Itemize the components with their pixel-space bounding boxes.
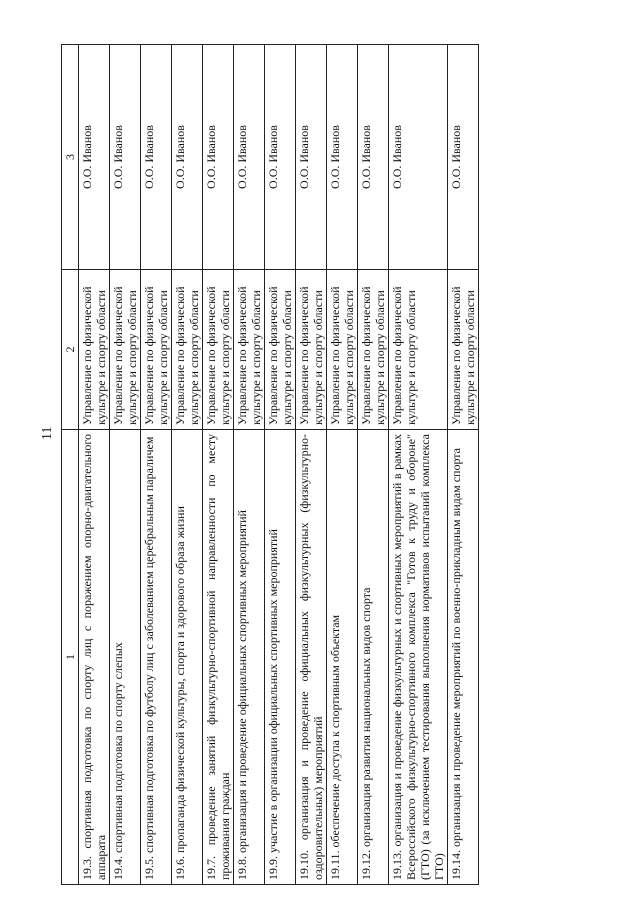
department-cell: Управление по физической культуре и спорту области (327, 270, 358, 430)
department-cell: Управление по физической культуре и спорту области (265, 270, 296, 430)
table-row (110, 45, 141, 885)
table-row (389, 45, 448, 885)
department-cell: Управление по физической культуре и спорту области (172, 270, 203, 430)
task-cell: 19.9. участие в организации официальных спортивных мероприятий (265, 430, 296, 885)
responsible-cell: О.О. Иванов (265, 45, 296, 270)
department-cell: Управление по физической культуре и спорту области (358, 270, 389, 430)
table-row (141, 45, 172, 885)
table-row (327, 45, 358, 885)
page-number: 11 (40, 426, 55, 440)
task-cell: 19.6. пропаганда физической культуры, спорта и здорового образа жизни (172, 430, 203, 885)
task-cell: 19.3. спортивная подготовка по спорту лиц с поражением опорно-двигательного аппарата (79, 430, 110, 885)
task-cell: 19.14. организация и проведение мероприятий по военно-прикладным видам спорта (448, 430, 479, 885)
table-row (79, 45, 110, 885)
responsible-cell: О.О. Иванов (389, 45, 448, 270)
responsible-cell: О.О. Иванов (203, 45, 234, 270)
task-cell: 19.10. организация и проведение официальных физкультурных (физкультурно-оздоровительных) мероприятий (296, 430, 327, 885)
department-cell: Управление по физической культуре и спорту области (234, 270, 265, 430)
rotated-table-wrapper (61, 45, 561, 885)
table-row (448, 45, 479, 885)
department-cell: Управление по физической культуре и спорту области (110, 270, 141, 430)
task-cell: 19.13. организация и проведение физкультурных и спортивных мероприятий в рамках Всероссийского физкультурно-спортивного комплекса "Готов к труду и обороне" (ГТО) (за исключением тестирования выполнения нормативов испытаний комплекса ГТО) (389, 430, 448, 885)
column-header-2: 2 (62, 270, 79, 430)
department-cell: Управление по физической культуре и спорту области (389, 270, 448, 430)
department-cell: Управление по физической культуре и спорту области (203, 270, 234, 430)
table-row (203, 45, 234, 885)
responsible-cell: О.О. Иванов (110, 45, 141, 270)
table-row (358, 45, 389, 885)
responsible-cell: О.О. Иванов (141, 45, 172, 270)
table-row (172, 45, 203, 885)
task-cell: 19.12. организация развития национальных видов спорта (358, 430, 389, 885)
department-cell: Управление по физической культуре и спорту области (79, 270, 110, 430)
responsible-cell: О.О. Иванов (327, 45, 358, 270)
table-row (234, 45, 265, 885)
responsible-cell: О.О. Иванов (234, 45, 265, 270)
task-cell: 19.7. проведение занятий физкультурно-спортивной направленности по месту проживания граждан (203, 430, 234, 885)
task-cell: 19.11. обеспечение доступа к спортивным объектам (327, 430, 358, 885)
responsibility-table (61, 44, 479, 885)
responsible-cell: О.О. Иванов (79, 45, 110, 270)
task-cell: 19.8. организация и проведение официальных спортивных мероприятий (234, 430, 265, 885)
responsible-cell: О.О. Иванов (358, 45, 389, 270)
department-cell: Управление по физической культуре и спорту области (141, 270, 172, 430)
responsible-cell: О.О. Иванов (172, 45, 203, 270)
task-cell: 19.4. спортивная подготовка по спорту слепых (110, 430, 141, 885)
table-row (265, 45, 296, 885)
responsible-cell: О.О. Иванов (448, 45, 479, 270)
responsible-cell: О.О. Иванов (296, 45, 327, 270)
column-header-1: 1 (62, 430, 79, 885)
column-header-3: 3 (62, 45, 79, 270)
department-cell: Управление по физической культуре и спорту области (296, 270, 327, 430)
table-header-row (62, 45, 79, 885)
task-cell: 19.5. спортивная подготовка по футболу лиц с заболеванием церебральным параличем (141, 430, 172, 885)
department-cell: Управление по физической культуре и спорту области (448, 270, 479, 430)
table-row (296, 45, 327, 885)
